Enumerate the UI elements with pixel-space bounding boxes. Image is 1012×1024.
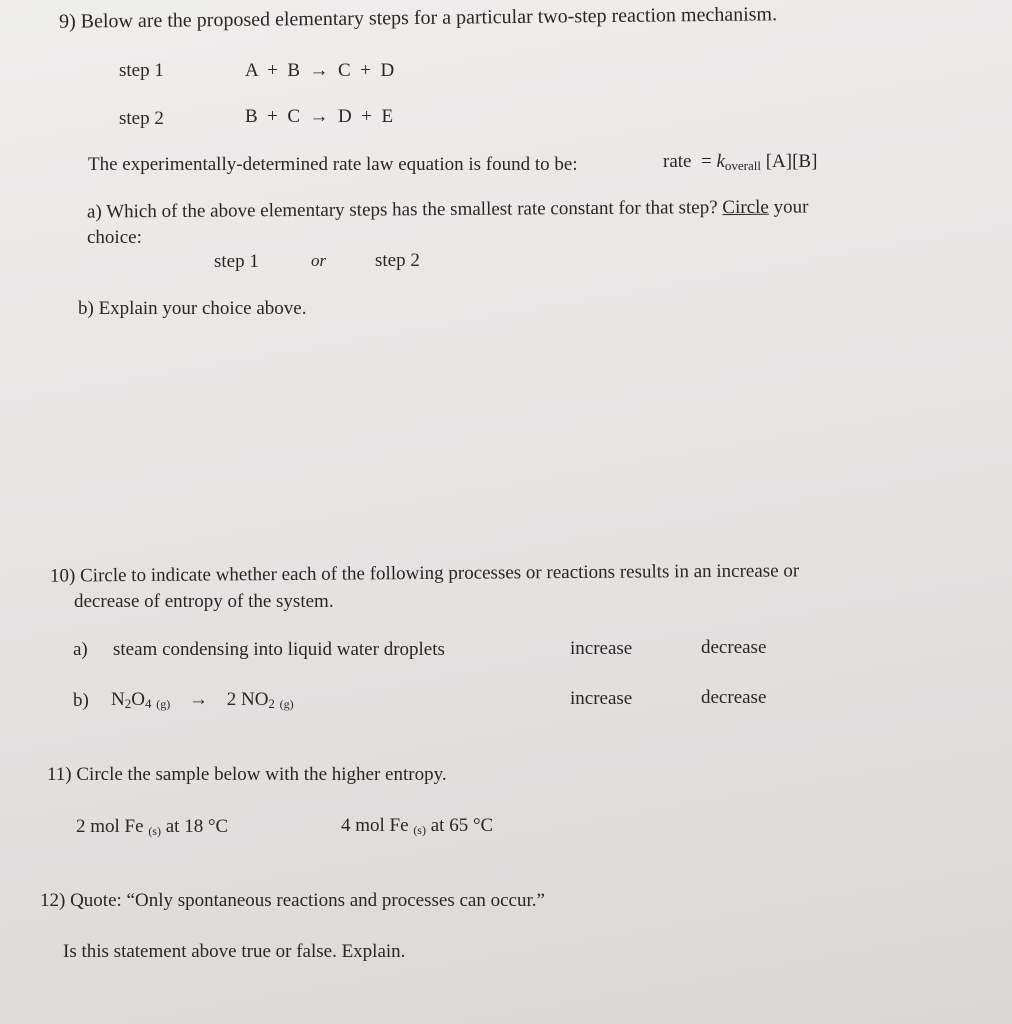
q10-line2: decrease of entropy of the system.: [74, 591, 334, 612]
q10b-increase[interactable]: increase: [570, 688, 633, 709]
product: 2 NO: [226, 689, 269, 710]
part-a-your: your: [773, 196, 809, 218]
o-sub: 4: [144, 696, 152, 711]
step-2-equation: B + C → D + E: [245, 106, 394, 127]
rate-lhs: rate =: [663, 151, 712, 172]
q10a-text: steam condensing into liquid water droplets: [113, 639, 445, 660]
sample-1-state: (s): [148, 824, 161, 838]
q10b-reaction: [111, 689, 294, 712]
part-a-line2: choice:: [87, 227, 142, 248]
q10b-label: b): [73, 690, 89, 711]
step-2-label: step 2: [119, 108, 164, 129]
sample-2-amount: 4 mol Fe: [341, 815, 409, 836]
arrow-icon: →: [188, 689, 208, 710]
rate-k-sub: overall: [724, 158, 761, 173]
sample-2-temp: at 65 °C: [430, 815, 494, 836]
rate-rhs: [A][B]: [765, 151, 818, 172]
product-sub: 2: [268, 696, 275, 711]
q10a-decrease[interactable]: decrease: [701, 637, 767, 658]
sample-2-state: (s): [413, 823, 426, 837]
q10a-increase[interactable]: increase: [570, 638, 633, 659]
n-sub: 2: [124, 696, 132, 711]
sample-1-amount: 2 mol Fe: [76, 816, 144, 837]
choice-or: or: [311, 251, 327, 270]
q10-line1: 10) Circle to indicate whether each of the following processes or reactions results in an increase or: [49, 560, 800, 587]
part-a-text: a) Which of the above elementary steps has the smallest rate constant for that step?: [86, 197, 718, 223]
q12-title: 12) Quote: “Only spontaneous reactions and processes can occur.”: [40, 890, 545, 911]
sample-1[interactable]: [76, 816, 228, 839]
state-1: (g): [156, 697, 171, 711]
choice-step-2[interactable]: step 2: [375, 250, 420, 271]
step-1-label: step 1: [119, 60, 164, 81]
rate-k: k: [716, 151, 725, 172]
q10a-label: a): [73, 639, 88, 660]
rate-law: [663, 151, 817, 174]
q12-question: Is this statement above true or false. Explain.: [63, 941, 406, 962]
rate-intro: The experimentally-determined rate law equation is found to be:: [88, 154, 578, 175]
step-1-equation: A + B → C + D: [245, 60, 395, 81]
part-a-question: [87, 196, 809, 223]
q9-title: 9) Below are the proposed elementary steps for a particular two-step reaction mechanism.: [58, 3, 778, 33]
sample-2[interactable]: [341, 815, 493, 838]
o-symbol: O: [131, 689, 145, 710]
q11-title: 11) Circle the sample below with the higher entropy.: [47, 764, 447, 785]
sample-1-temp: at 18 °C: [165, 816, 229, 837]
n-symbol: N: [111, 689, 125, 710]
state-2: (g): [279, 697, 294, 711]
q10b-decrease[interactable]: decrease: [701, 687, 767, 708]
choice-step-1[interactable]: step 1: [214, 251, 259, 272]
part-a-circle: Circle: [722, 196, 769, 219]
part-b-question: b) Explain your choice above.: [78, 298, 307, 319]
